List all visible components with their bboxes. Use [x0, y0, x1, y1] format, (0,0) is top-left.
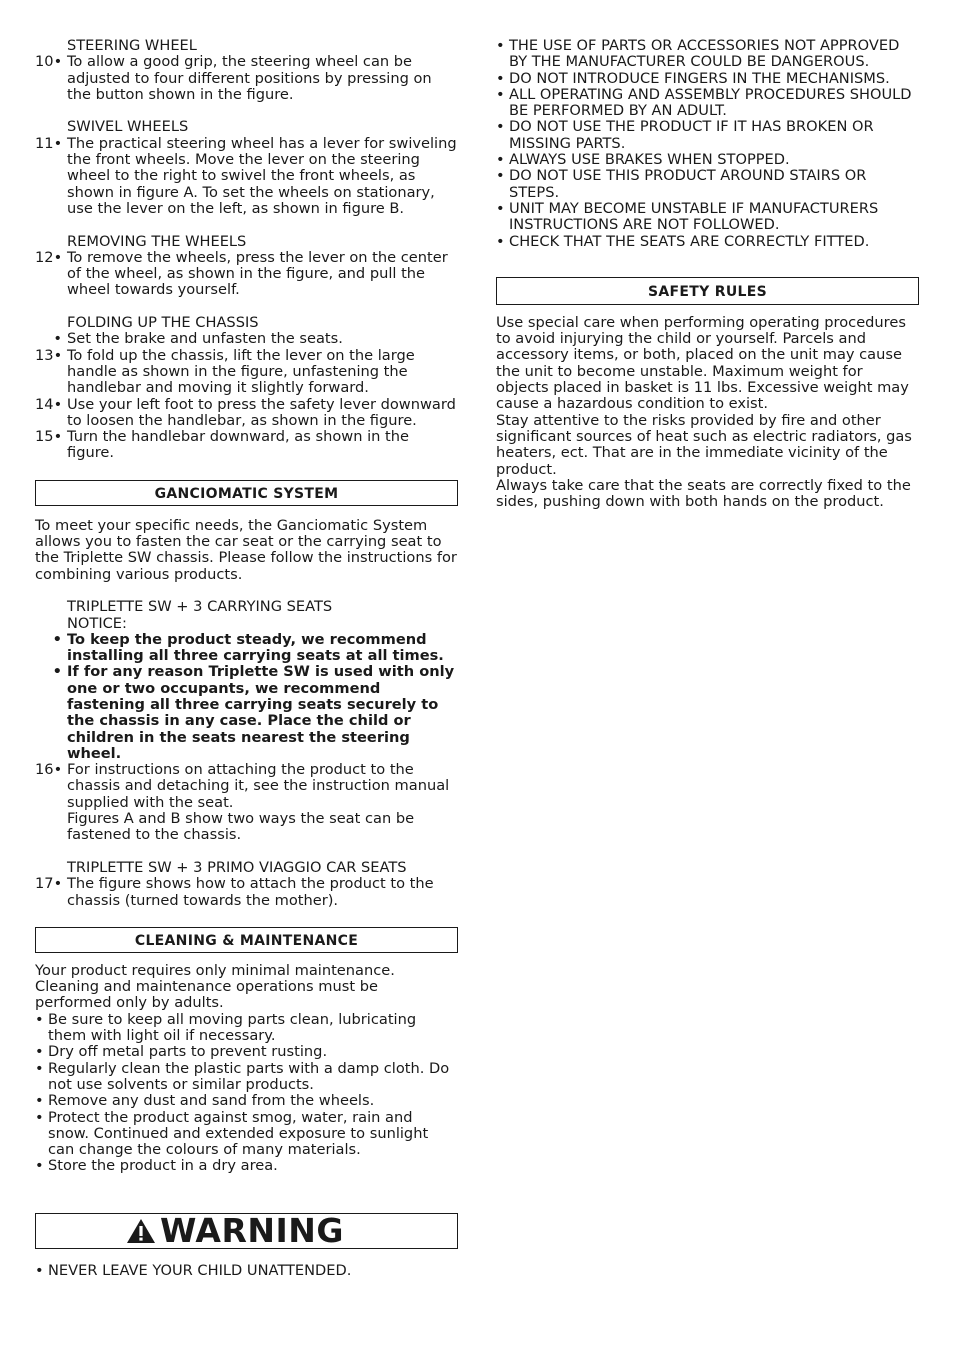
item-text: Remove any dust and sand from the wheels.: [48, 1092, 375, 1110]
list-item: • Protect the product against smog, water, rain and snow. Continued and extended exposure to sunlight can change the colours of many materials.: [35, 1108, 429, 1159]
item-text: Dry off metal parts to prevent rusting.: [48, 1043, 328, 1061]
item-text: The figure shows how to attach the product to the chassis (turned towards the mother).: [67, 875, 434, 909]
list-item: [35, 54, 458, 103]
item-bullet: •: [52, 630, 62, 648]
notice-item: [35, 664, 458, 762]
item-text: CHECK THAT THE SEATS ARE CORRECTLY FITTED.: [509, 232, 870, 250]
list-item: [35, 348, 458, 397]
warning-item: • DO NOT USE THIS PRODUCT AROUND STAIRS OR STEPS.: [496, 167, 867, 201]
item-text: The practical steering wheel has a lever for swiveling the front wheels. Move the lever on the steering wheel to the right to swivel the front wheels, as shown in figure A. To set the wheels on stationary, use the lever on the left, as shown in figure B.: [67, 134, 457, 217]
item-text: DO NOT USE THE PRODUCT IF IT HAS BROKEN OR MISSING PARTS.: [509, 118, 874, 152]
warning-item: • UNIT MAY BECOME UNSTABLE IF MANUFACTURERS INSTRUCTIONS ARE NOT FOLLOWED.: [496, 199, 879, 234]
primo-viaggio-heading: TRIPLETTE SW + 3 PRIMO VIAGGIO CAR SEATS: [67, 858, 407, 876]
safety-paragraph: Always take care that the seats are correctly fixed to the sides, pushing down with both hands on the product.: [496, 476, 911, 511]
swivel-wheels-heading: SWIVEL WHEELS: [67, 118, 189, 136]
warning-item: • DO NOT INTRODUCE FINGERS IN THE MECHANISMS.: [496, 69, 890, 87]
steering-wheel-heading: STEERING WHEEL: [67, 37, 197, 54]
item-bullet: •: [52, 663, 62, 681]
item-text: Be sure to keep all moving parts clean, lubricating them with light oil if necessary.: [48, 1010, 417, 1045]
warning-item: • NEVER LEAVE YOUR CHILD UNATTENDED.: [35, 1261, 352, 1279]
item-text: To keep the product steady, we recommend installing all three carrying seats at all times.: [67, 630, 444, 665]
list-item: [35, 429, 458, 462]
item-text: ALL OPERATING AND ASSEMBLY PROCEDURES SHOULD BE PERFORMED BY AN ADULT.: [509, 85, 912, 120]
item-text: For instructions on attaching the product to the chassis and detaching it, see the instruction manual supplied with the seat.: [67, 761, 450, 811]
safety-paragraph: Use special care when performing operating procedures to avoid injurying the child or yourself. Parcels and accessory items, or both, placed on the unit may cause the unit to become unstable. Maximum weight for objects placed in basket is 11 lbs. Excessive weight may cause a hazardous condition to exist.: [496, 313, 909, 413]
notice-item: [35, 632, 458, 665]
list-item: • Dry off metal parts to prevent rusting.: [35, 1043, 328, 1061]
item-number: 11•: [35, 134, 63, 152]
list-item: [35, 876, 458, 909]
item-text: Protect the product against smog, water, rain and snow. Continued and extended exposure to sunlight can change the colours of many materials.: [48, 1108, 429, 1159]
item-number: 17•: [35, 875, 63, 893]
item-text: DO NOT USE THIS PRODUCT AROUND STAIRS OR STEPS.: [509, 167, 867, 201]
item-text: Use your left foot to press the safety lever downward to loosen the handlebar, as shown in the figure.: [67, 395, 456, 429]
safety-paragraph: Stay attentive to the risks provided by fire and other significant sources of heat such as electric radiators, gas heaters, ect. That are in the immediate vicinity of the product.: [496, 411, 912, 478]
removing-wheels-heading: REMOVING THE WHEELS: [67, 232, 247, 250]
item-text: To fold up the chassis, lift the lever on the large handle as shown in the figure, unfastening the handlebar and moving it slightly forward.: [67, 346, 415, 397]
list-item: [35, 762, 458, 843]
item-text: Regularly clean the plastic parts with a damp cloth. Do not use solvents or similar products.: [48, 1059, 450, 1093]
warning-item: • ALL OPERATING AND ASSEMBLY PROCEDURES SHOULD BE PERFORMED BY AN ADULT.: [496, 85, 912, 120]
carrying-seats-heading: TRIPLETTE SW + 3 CARRYING SEATS: [67, 598, 333, 616]
item-number: 12•: [35, 248, 63, 266]
warning-item: • THE USE OF PARTS OR ACCESSORIES NOT APPROVED BY THE MANUFACTURER COULD BE DANGEROUS.: [496, 37, 900, 71]
item-text: Store the product in a dry area.: [48, 1157, 278, 1175]
item-text: ALWAYS USE BRAKES WHEN STOPPED.: [509, 151, 790, 169]
item-text: If for any reason Triplette SW is used with only one or two occupants, we recommend fastening all three carrying seats securely to the chassis in any case. Place the child or children in the seats nearest the steering wheel.: [67, 663, 455, 762]
warning-item: • ALWAYS USE BRAKES WHEN STOPPED.: [496, 151, 790, 169]
item-text: NEVER LEAVE YOUR CHILD UNATTENDED.: [48, 1261, 352, 1279]
left-column: [35, 38, 458, 1279]
item-text: THE USE OF PARTS OR ACCESSORIES NOT APPROVED BY THE MANUFACTURER COULD BE DANGEROUS.: [509, 37, 900, 71]
item-number: 14•: [35, 395, 63, 413]
warning-title: WARNING: [160, 1210, 344, 1250]
item-number: •: [53, 330, 62, 348]
item-text: UNIT MAY BECOME UNSTABLE IF MANUFACTURERS INSTRUCTIONS ARE NOT FOLLOWED.: [509, 199, 879, 234]
cleaning-intro: Your product requires only minimal maintenance. Cleaning and maintenance operations must be performed only by adults.: [35, 961, 395, 1012]
item-number: 10•: [35, 53, 63, 71]
list-item: • Remove any dust and sand from the wheels.: [35, 1092, 375, 1110]
warning-triangle-icon: [126, 1218, 156, 1244]
item-number: 16•: [35, 761, 63, 779]
item-number: 13•: [35, 346, 63, 364]
list-item: [35, 136, 458, 217]
item-text: To allow a good grip, the steering wheel can be adjusted to four different positions by pressing on the button shown in the figure.: [67, 53, 432, 103]
cleaning-section-title: CLEANING & MAINTENANCE: [35, 927, 458, 953]
item-text: Turn the handlebar downward, as shown in the figure.: [67, 428, 409, 462]
warning-item: • DO NOT USE THE PRODUCT IF IT HAS BROKEN OR MISSING PARTS.: [496, 118, 874, 152]
item-text-continued: Figures A and B show two ways the seat can be fastened to the chassis.: [67, 810, 415, 844]
warning-item: • CHECK THAT THE SEATS ARE CORRECTLY FITTED.: [496, 232, 870, 250]
item-text: Set the brake and unfasten the seats.: [67, 330, 343, 348]
ganciomatic-intro: To meet your specific needs, the Ganciomatic System allows you to fasten the car seat or the carrying seat to the Triplette SW chassis. Please follow the instructions for combining various products.: [35, 516, 457, 583]
safety-rules-title: SAFETY RULES: [496, 277, 919, 305]
ganciomatic-section-title: GANCIOMATIC SYSTEM: [35, 480, 458, 506]
list-item: [35, 331, 458, 347]
folding-chassis-heading: FOLDING UP THE CHASSIS: [67, 314, 259, 332]
list-item: [35, 397, 458, 430]
notice-label: NOTICE:: [67, 614, 127, 632]
list-item: • Regularly clean the plastic parts with a damp cloth. Do not use solvents or similar products.: [35, 1059, 450, 1093]
list-item: • Store the product in a dry area.: [35, 1157, 278, 1175]
warning-banner: [35, 1210, 458, 1250]
right-column: [496, 38, 919, 510]
list-item: [35, 250, 458, 299]
list-item: • Be sure to keep all moving parts clean, lubricating them with light oil if necessary.: [35, 1010, 417, 1045]
item-number: 15•: [35, 428, 63, 446]
item-text: DO NOT INTRODUCE FINGERS IN THE MECHANISMS.: [509, 69, 890, 87]
item-text: To remove the wheels, press the lever on the center of the wheel, as shown in the figure, and pull the wheel towards yourself.: [67, 248, 448, 299]
